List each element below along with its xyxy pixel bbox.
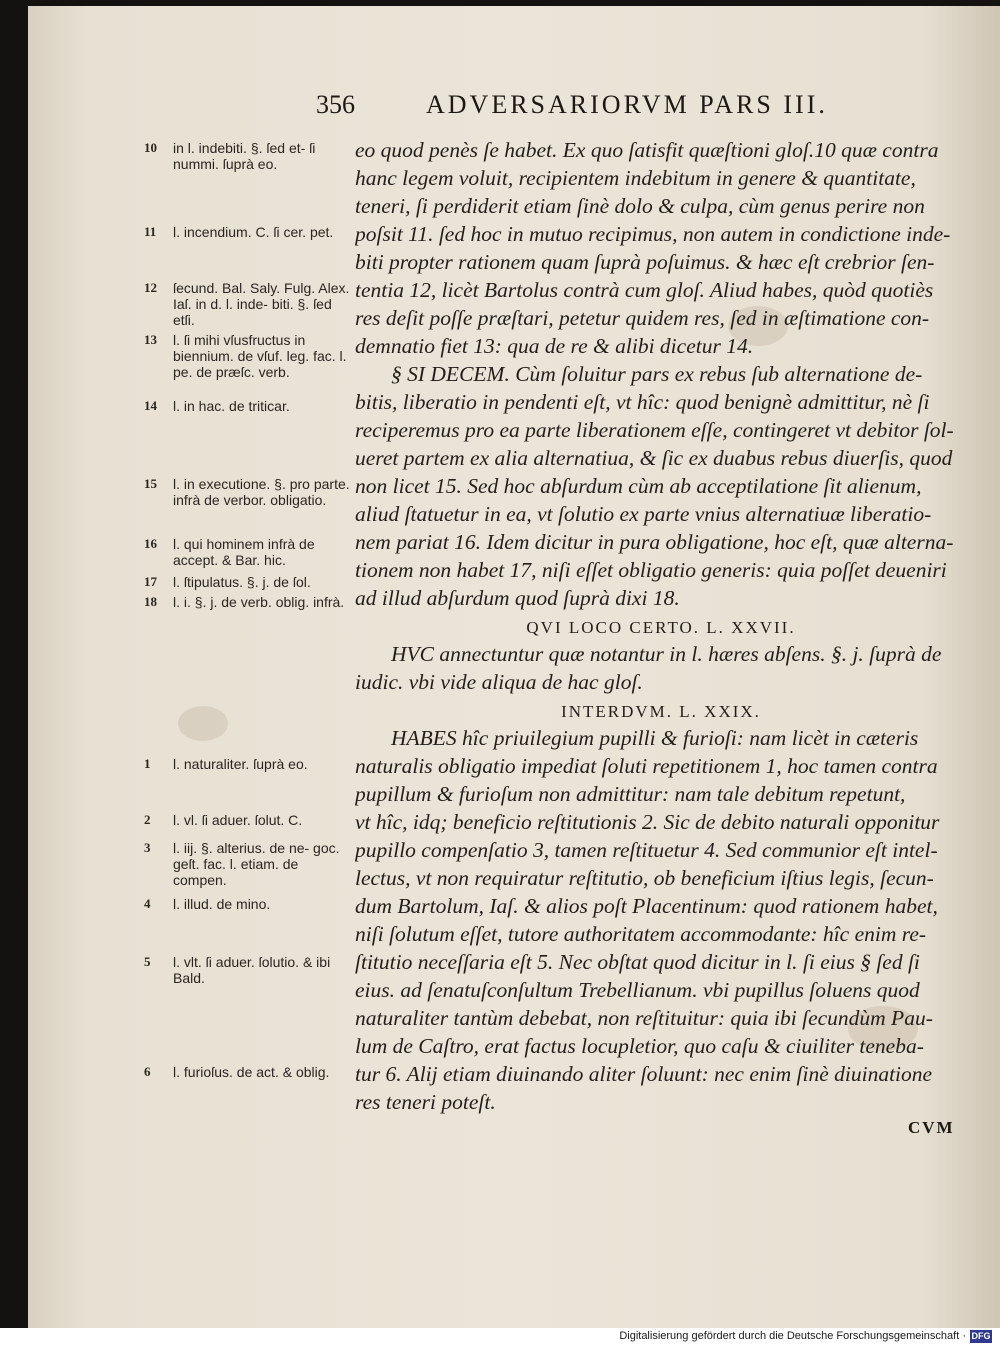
text-line: naturalis obligatio impediat ſoluti repetitionem 1, hoc tamen contra — [355, 754, 938, 778]
text-line: hanc legem voluit, recipientem indebitum in genere & quantitate, — [355, 166, 916, 190]
text-line: niſi ſolutum eſſet, tutore authoritatem accommodante: hîc enim re- — [355, 922, 927, 946]
marginal-note: l. qui hominem infrà de accept. & Bar. hic. — [173, 536, 315, 568]
note-number: 12 — [144, 280, 157, 295]
text-line: pupillum & furioſum non admittitur: nam tale debitum repetunt, — [355, 782, 906, 806]
marginal-note: l. ſtipulatus. §. j. de ſol. — [173, 574, 311, 590]
note-number: 16 — [144, 536, 157, 551]
text-line: HVC annectuntur quæ notantur in l. hæres abſens. §. j. ſuprà de — [391, 642, 942, 666]
text-line: tionem non habet 17, niſi eſſet obligatio generis: quia poſſet deueniri — [355, 558, 947, 582]
text-line: teneri, ſi perdiderit etiam ſinè dolo & culpa, cùm genus perire non — [355, 194, 925, 218]
note-number: 6 — [144, 1064, 151, 1079]
marginal-note: l. naturaliter. ſuprà eo. — [173, 756, 308, 772]
note-number: 10 — [144, 140, 157, 155]
text-line: reciperemus pro ea parte liberationem eſſe, contingeret vt debitor ſol- — [355, 418, 954, 442]
note-number: 3 — [144, 840, 151, 855]
marginal-note: l. i. §. j. de verb. oblig. infrà. — [173, 594, 345, 610]
note-number: 14 — [144, 398, 157, 413]
text-line: demnatio fiet 13: qua de re & alibi dicetur 14. — [355, 334, 754, 358]
text-line: iudic. vbi vide aliqua de hac gloſ. — [355, 670, 643, 694]
text-line: pupillo compenſatio 3, tamen reſtituetur 4. Sed communior eſt intel- — [355, 838, 938, 862]
marginal-note: ſecund. Bal. Saly. Fulg. Alex. Iaſ. in d. l. inde- biti. §. ſed etſi. — [173, 280, 350, 328]
text-line: lectus, vt non requiratur reſtitutio, ob beneficium iſtius legis, ſecun- — [355, 866, 934, 890]
text-line: vt hîc, idq; beneficio reſtitutionis 2. Sic de debito naturali opponitur — [355, 810, 940, 834]
note-number: 11 — [144, 224, 157, 239]
text-line: ad illud abſurdum quod ſuprà dixi 18. — [355, 586, 680, 610]
note-number: 5 — [144, 954, 151, 969]
text-line: res teneri poteſt. — [355, 1090, 496, 1114]
text-line: non licet 15. Sed hoc abſurdum cùm ab acceptilatione ſit alienum, — [355, 474, 922, 498]
text-line: biti propter rationem quam ſuprà poſuimus. & hæc eſt crebrior ſen- — [355, 250, 935, 274]
text-line: bitis, liberatio in pendenti eſt, vt hîc: quod benignè admittitur, nè ſi — [355, 390, 930, 414]
text-line: eo quod penès ſe habet. Ex quo ſatisfit quæſtioni gloſ.10 quæ contra — [355, 138, 939, 162]
text-line: tur 6. Alij etiam diuinando aliter ſoluunt: nec enim ſinè diuinatione — [355, 1062, 933, 1086]
text-line: eius. ad ſenatuſconſultum Trebellianum. vbi pupillus ſoluens quod — [355, 978, 920, 1002]
catchword: CVM — [908, 1118, 955, 1137]
marginal-note: l. vlt. ſi aduer. ſolutio. & ibi Bald. — [173, 954, 331, 986]
marginal-note: l. incendium. C. ſi cer. pet. — [173, 224, 334, 240]
marginal-note: l. furioſus. de act. & oblig. — [173, 1064, 330, 1080]
text-line: tentia 12, licèt Bartolus contrà cum gloſ. Aliud habes, quòd quotiès — [355, 278, 934, 302]
text-line: poſsit 11. ſed hoc in mutuo recipimus, non autem in condictione inde- — [355, 222, 951, 246]
text-line: lum de Caſtro, erat factus locupletior, quo caſu & ciuiliter teneba- — [355, 1034, 924, 1058]
section-start-line: § SI DECEM. Cùm ſoluitur pars ex rebus ſub alternatione de- — [391, 362, 923, 386]
section-heading: QVI LOCO CERTO. L. XXVII. — [526, 618, 796, 637]
marginal-note: l. illud. de mino. — [173, 896, 271, 912]
marginal-note: in l. indebiti. §. ſed et- ſi nummi. ſuprà eo. — [173, 140, 316, 172]
page-header — [28, 88, 1000, 128]
page-number: 356 — [316, 90, 355, 119]
running-head: ADVERSARIORVM PARS III. — [426, 90, 828, 119]
marginal-note: l. vl. ſi aduer. ſolut. C. — [173, 812, 303, 828]
text-line: res deſit poſſe præſtari, petetur quidem res, ſed in æſtimatione con- — [355, 306, 930, 330]
dfg-logo-icon[interactable]: DFG — [971, 1331, 991, 1341]
text-line: ueret partem ex alia alternatiua, & ſic ex duabus rebus diuerſis, quod — [355, 446, 953, 470]
marginal-note: l. in executione. §. pro parte. infrà de verbor. obligatio. — [173, 476, 350, 508]
note-number: 2 — [144, 812, 151, 827]
text-line: HABES hîc priuilegium pupilli & furioſi: nam licèt in cæteris — [391, 726, 919, 750]
note-number: 13 — [144, 332, 157, 347]
text-line: ſtitutio neceſſaria eſt 5. Nec obſtat quod dicitur in l. ſi eius § ſed ſi — [355, 950, 920, 974]
note-number: 1 — [144, 756, 151, 771]
marginal-note: l. in hac. de triticar. — [173, 398, 290, 414]
marginal-note: l. ſi mihi vſusfructus in biennium. de vſuf. leg. fac. l. pe. de præſc. verb. — [173, 332, 347, 380]
marginal-note: l. iij. §. alterius. de ne- goc. geſt. fac. l. etiam. de compen. — [173, 840, 340, 888]
section-heading: INTERDVM. L. XXIX. — [561, 702, 761, 721]
footer-bar — [0, 1328, 1000, 1347]
text-line: naturaliter tantùm debebat, non reſtituitur: quia ibi ſecundùm Pau- — [355, 1006, 933, 1030]
book-page — [28, 6, 1000, 1328]
text-line: aliud ſtatuetur in ea, vt ſolutio ex parte vnius alternatiuæ liberatio- — [355, 502, 932, 526]
note-number: 15 — [144, 476, 157, 491]
digitization-credit: Digitalisierung gefördert durch die Deutsche Forschungsgemeinschaft · — [619, 1330, 966, 1342]
page-body — [28, 136, 1000, 1136]
note-number: 17 — [144, 574, 157, 589]
text-line: nem pariat 16. Idem dicitur in pura obligatione, hoc eſt, quæ alterna- — [355, 530, 954, 554]
text-line: dum Bartolum, Iaſ. & alios poſt Placentinum: quod rationem habet, — [355, 894, 938, 918]
note-number: 4 — [144, 896, 151, 911]
note-number: 18 — [144, 594, 157, 609]
